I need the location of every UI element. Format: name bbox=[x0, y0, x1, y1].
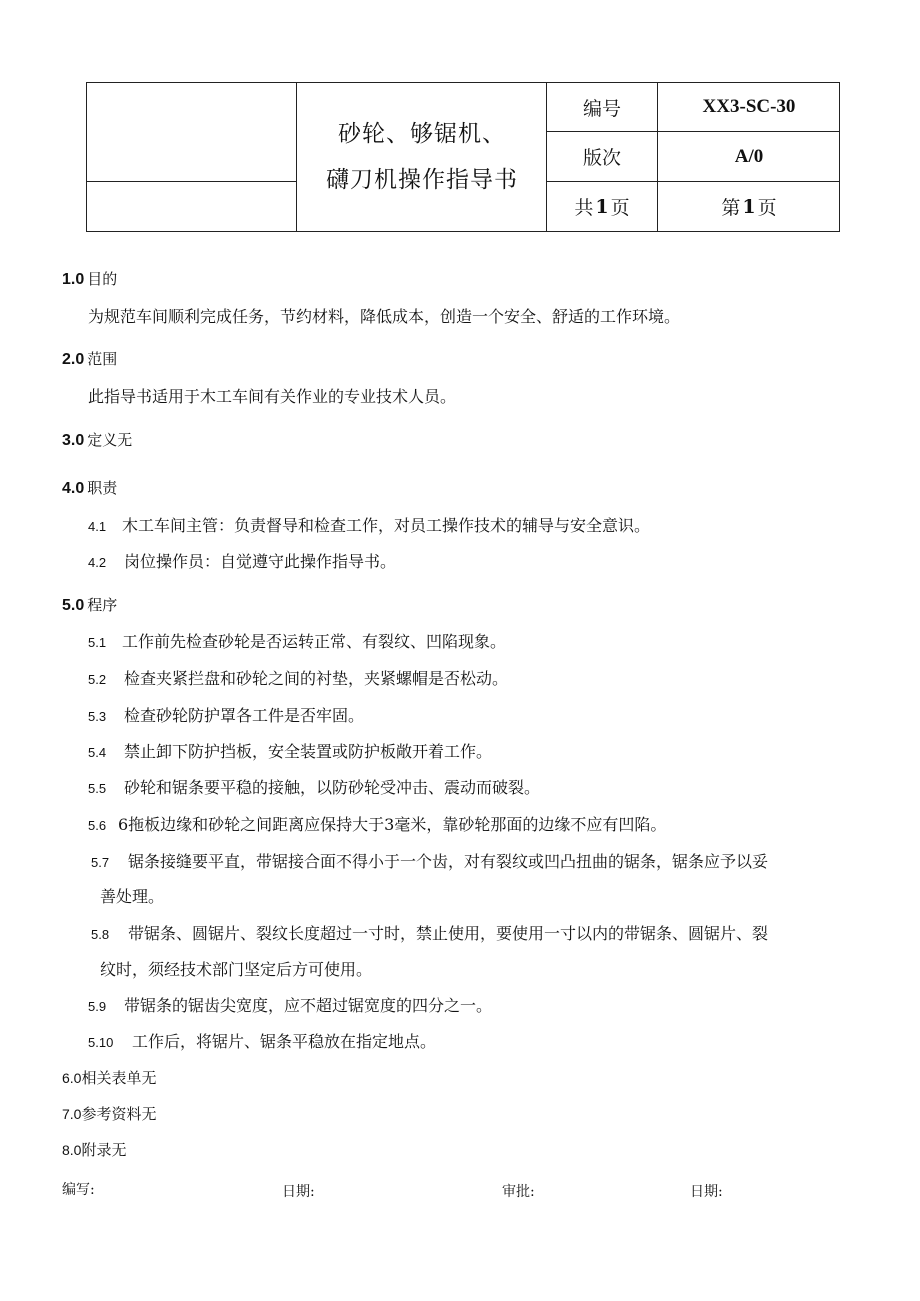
list-item-continuation: 善处理。 bbox=[100, 887, 165, 906]
item-text: 工作前先检查砂轮是否运转正常、有裂纹、凹陷现象。 bbox=[122, 632, 507, 651]
list-item bbox=[88, 549, 396, 572]
list-item bbox=[88, 1029, 436, 1052]
section-heading bbox=[62, 1139, 126, 1160]
page-prefix: 第 bbox=[721, 197, 741, 219]
total-prefix: 共 bbox=[574, 197, 594, 219]
document-title bbox=[297, 83, 547, 231]
section-number: 6.0 bbox=[62, 1070, 82, 1086]
item-number: 5.5 bbox=[88, 781, 107, 796]
total-num: 1 bbox=[595, 195, 609, 218]
version-value: A/0 bbox=[734, 145, 764, 167]
table-divider bbox=[87, 181, 296, 182]
section-heading bbox=[62, 268, 117, 289]
item-text: 锯条接缝要平直，带锯接合面不得小于一个齿，对有裂纹或凹凸扭曲的锯条，锯条应予以妥 bbox=[128, 852, 769, 871]
item-text: 检查砂轮防护罩各工件是否牢固。 bbox=[124, 706, 365, 725]
section-heading bbox=[62, 429, 132, 450]
list-item bbox=[91, 921, 768, 944]
page-suffix: 页 bbox=[757, 197, 777, 219]
section-number: 2.0 bbox=[62, 351, 85, 368]
section-title: 参考资料无 bbox=[81, 1105, 157, 1123]
section-heading bbox=[62, 1067, 156, 1088]
section-title: 定义无 bbox=[87, 431, 133, 449]
item-text: 6拖板边缘和砂轮之间距离应保持大于3毫米，靠砂轮那面的边缘不应有凹陷。 bbox=[118, 815, 667, 834]
item-number: 4.2 bbox=[88, 555, 107, 570]
item-number: 5.4 bbox=[88, 745, 107, 760]
item-text: 砂轮和锯条要平稳的接触，以防砂轮受冲击、震动而破裂。 bbox=[124, 778, 541, 797]
section-title: 范围 bbox=[87, 350, 118, 368]
list-item bbox=[88, 775, 540, 798]
author-label: 编写: bbox=[62, 1182, 95, 1198]
section-title: 职责 bbox=[87, 479, 118, 497]
total-suffix: 页 bbox=[610, 197, 630, 219]
code-value: XX3-SC-30 bbox=[702, 96, 796, 117]
list-item bbox=[88, 629, 506, 652]
section-number: 3.0 bbox=[62, 432, 85, 449]
total-pages bbox=[547, 182, 657, 231]
item-number: 5.6 bbox=[88, 818, 107, 833]
section-heading bbox=[62, 477, 117, 498]
section-title: 程序 bbox=[87, 596, 118, 614]
item-number: 5.10 bbox=[88, 1035, 114, 1050]
section-heading bbox=[62, 348, 117, 369]
list-item bbox=[88, 812, 666, 835]
list-item bbox=[88, 993, 492, 1016]
item-number: 5.1 bbox=[88, 635, 107, 650]
approver-label: 审批: bbox=[502, 1184, 535, 1200]
section-title: 目的 bbox=[87, 270, 118, 288]
item-number: 4.1 bbox=[88, 519, 107, 534]
section-number: 7.0 bbox=[62, 1106, 82, 1122]
item-text: 检查夹紧拦盘和砂轮之间的衬垫，夹紧螺帽是否松动。 bbox=[124, 669, 509, 688]
list-item-continuation: 纹时，须经技术部门坚定后方可使用。 bbox=[100, 960, 373, 979]
section-number: 4.0 bbox=[62, 480, 85, 497]
section-paragraph: 此指导书适用于木工车间有关作业的专业技术人员。 bbox=[88, 387, 457, 406]
section-paragraph: 为规范车间顺利完成任务，节约材料，降低成本，创造一个安全、舒适的工作环境。 bbox=[88, 307, 681, 326]
item-number: 5.3 bbox=[88, 709, 107, 724]
item-text: 禁止卸下防护挡板，安全装置或防护板敞开着工作。 bbox=[124, 742, 493, 761]
code-label: 编号 bbox=[582, 97, 621, 120]
date-label: 日期: bbox=[690, 1184, 723, 1200]
item-text: 岗位操作员：自觉遵守此操作指导书。 bbox=[124, 552, 397, 571]
item-text: 带锯条的锯齿尖宽度，应不超过锯宽度的四分之一。 bbox=[124, 996, 493, 1015]
item-number: 5.8 bbox=[91, 927, 110, 942]
page-num: 1 bbox=[742, 195, 756, 218]
list-item bbox=[91, 849, 768, 872]
title-line-1: 砂轮、够锯机、 bbox=[338, 121, 506, 147]
list-item bbox=[88, 666, 508, 689]
item-number: 5.7 bbox=[91, 855, 110, 870]
date-label: 日期: bbox=[282, 1184, 315, 1200]
section-number: 5.0 bbox=[62, 597, 85, 614]
list-item bbox=[88, 513, 650, 536]
section-number: 8.0 bbox=[62, 1142, 82, 1158]
section-number: 1.0 bbox=[62, 271, 85, 288]
item-text: 带锯条、圆锯片、裂纹长度超过一寸时，禁止使用，要使用一寸以内的带锯条、圆锯片、裂 bbox=[128, 924, 769, 943]
title-line-2: 礴刀机操作指导书 bbox=[326, 167, 518, 193]
section-title: 相关表单无 bbox=[81, 1069, 157, 1087]
list-item bbox=[88, 739, 492, 762]
version-label: 版次 bbox=[582, 147, 621, 169]
section-heading bbox=[62, 1103, 156, 1124]
item-text: 木工车间主管：负责督导和检查工作，对员工操作技术的辅导与安全意识。 bbox=[122, 516, 651, 535]
current-page bbox=[658, 182, 840, 231]
section-heading bbox=[62, 594, 117, 615]
section-title: 附录无 bbox=[81, 1141, 127, 1159]
header-table bbox=[86, 82, 840, 232]
item-number: 5.9 bbox=[88, 999, 107, 1014]
item-number: 5.2 bbox=[88, 672, 107, 687]
list-item bbox=[88, 703, 364, 726]
item-text: 工作后，将锯片、锯条平稳放在指定地点。 bbox=[132, 1032, 437, 1051]
